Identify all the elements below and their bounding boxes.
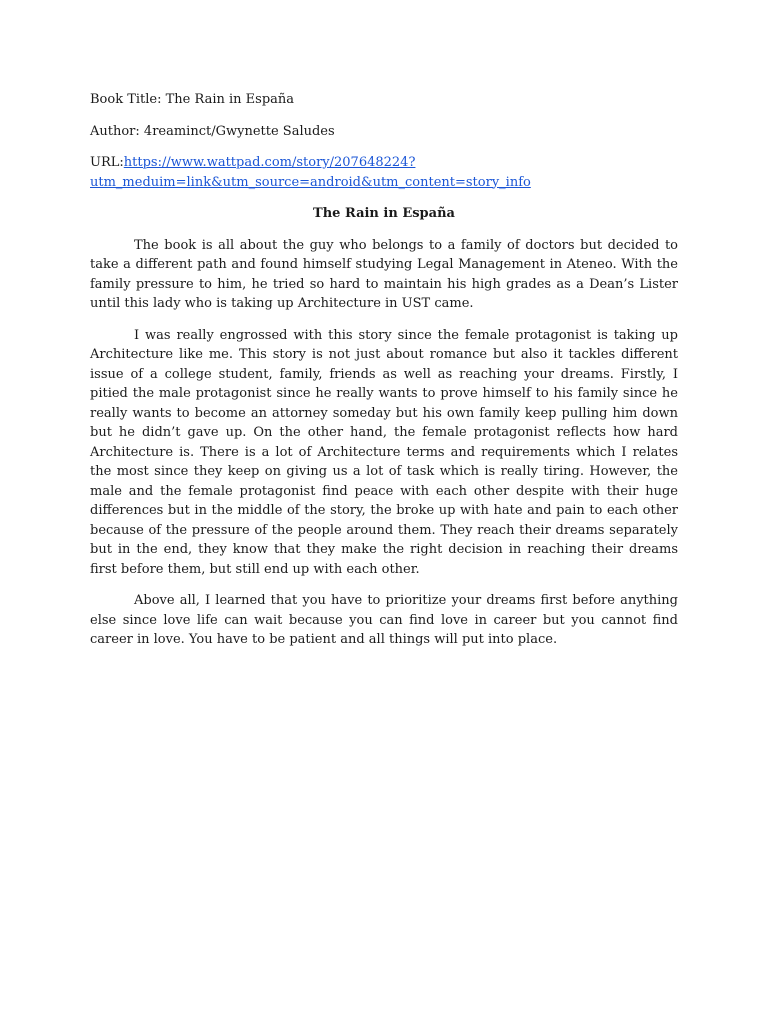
paragraph-3: Above all, I learned that you have to prioritize your dreams first before anything else since love life can wait because you can find love in career but you cannot find career in love. You have to be patient and all things will put into place. — [90, 593, 678, 647]
book-title-value: The Rain in España — [165, 92, 295, 107]
paragraph-1: The book is all about the guy who belongs to a family of doctors but decided to take a different path and found himself studying Legal Management in Ateneo. With the family pressure to him, he tried so hard to maintain his high grades as a Dean’s Lister until this lady who is taking up Architecture in UST came. — [90, 237, 678, 311]
book-title-label: Book Title: — [90, 92, 166, 107]
story-url-link[interactable] — [90, 155, 531, 190]
url-label: URL: — [90, 155, 124, 170]
url-line — [90, 153, 678, 192]
story-heading: The Rain in España — [313, 206, 455, 221]
book-title-line — [90, 90, 678, 110]
url-link-line-2[interactable]: utm_meduim=link&utm_source=android&utm_content=story_info — [90, 174, 531, 190]
paragraph-2: I was really engrossed with this story since the female protagonist is taking up Architecture like me. This story is not just about romance but also it tackles different issue of a college student, family, friends as well as reaching your dreams. Firstly, I pitied the male protagonist since he really wants to prove himself to his family since he really wants to become an attorney someday but his own family keep pulling him down but he didn’t gave up. On the other hand, the female protagonist reflects how hard Architecture is. There is a lot of Architecture terms and requirements which I relates the most since they keep on giving us a lot of task which is really tiring. However, the male and the female protagonist find peace with each other despite with their huge differences but in the middle of the story, the broke up with hate and pain to each other because of the pressure of the people around them. They reach their dreams separately but in the end, they know that they make the right decision in reaching their dreams first before them, but still end up with each other. — [90, 327, 678, 577]
author-label: Author: — [90, 123, 144, 139]
author-value: 4reaminct/Gwynette Saludes — [143, 123, 335, 139]
document-body — [90, 90, 678, 662]
url-link-line-1[interactable]: https://www.wattpad.com/story/207648224? — [123, 155, 416, 170]
author-line — [90, 122, 678, 142]
